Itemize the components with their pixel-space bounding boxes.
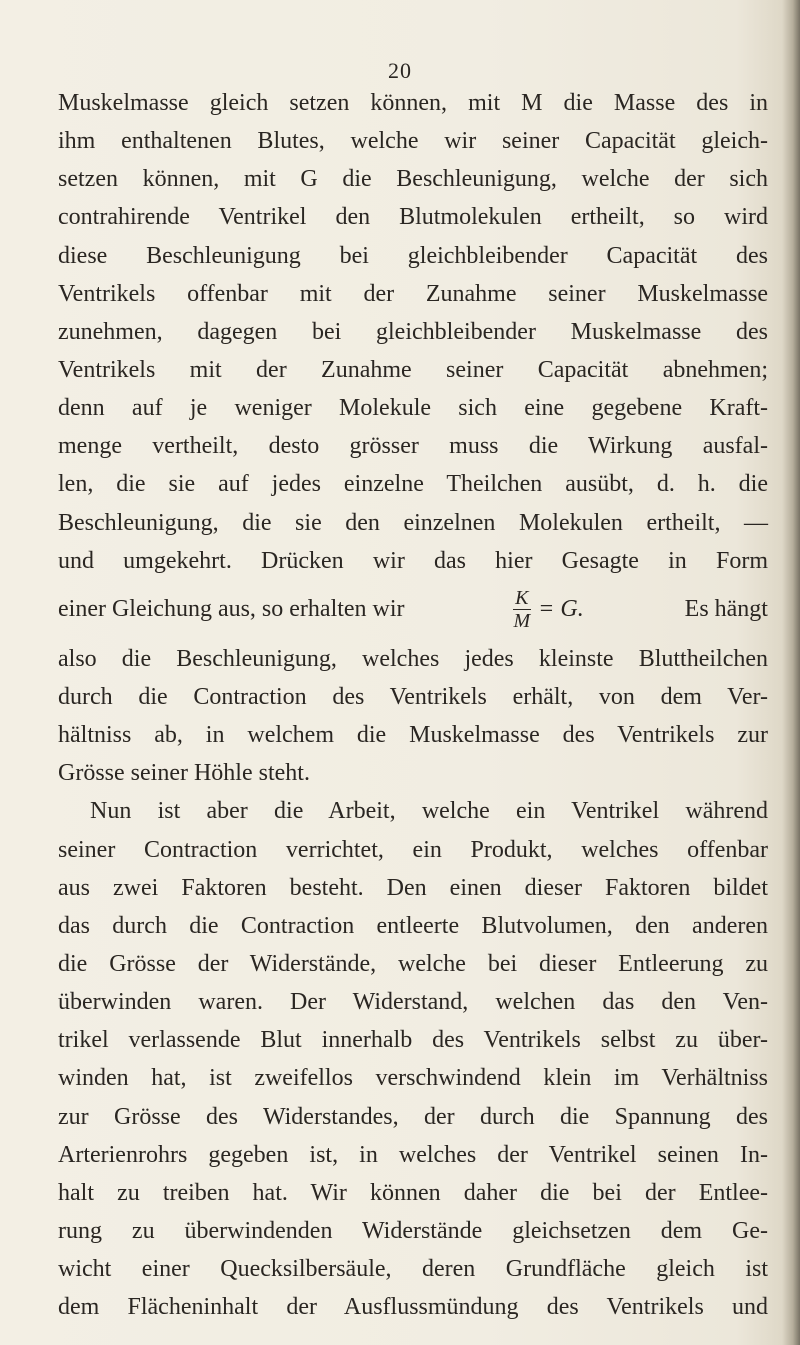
equation-rhs: = G. <box>538 596 584 623</box>
text-line: Arterienrohrs gegeben ist, in welches der Ventrikel seinen In- <box>58 1141 768 1168</box>
text-line: die Grösse der Widerstände, welche bei dieser Entleerung zu <box>58 950 768 977</box>
formula-lead-text: einer Gleichung aus, so erhalten wir <box>58 596 405 623</box>
fraction-numerator: K <box>515 587 529 610</box>
text-line: also die Beschleunigung, welches jedes kleinste Bluttheilchen <box>58 645 768 672</box>
text-line: Grösse seiner Höhle steht. <box>58 760 310 787</box>
text-line: denn auf je weniger Molekule sich eine gegebene Kraft- <box>58 395 768 422</box>
text-line: hältniss ab, in welchem die Muskelmasse des Ventrikels zur <box>58 722 768 749</box>
text-line: len, die sie auf jedes einzelne Theilchen ausübt, d. h. die <box>58 471 768 498</box>
text-line: Ventrikels mit der Zunahme seiner Capacität abnehmen; <box>58 356 768 383</box>
text-line: Ventrikels offenbar mit der Zunahme seiner Muskelmasse <box>58 280 768 307</box>
text-line: menge vertheilt, desto grösser muss die Wirkung ausfal- <box>58 433 768 460</box>
text-line: überwinden waren. Der Widerstand, welchen das den Ven- <box>58 989 768 1016</box>
text-line: aus zwei Faktoren besteht. Den einen dieser Faktoren bildet <box>58 874 768 901</box>
text-line: dem Flächeninhalt der Ausflussmündung des Ventrikels und <box>58 1294 768 1321</box>
text-line: trikel verlassende Blut innerhalb des Ventrikels selbst zu über- <box>58 1027 768 1054</box>
page-number: 20 <box>388 58 412 83</box>
page-edge-shadow <box>782 0 800 1345</box>
text-line: Nun ist aber die Arbeit, welche ein Ventrikel während <box>90 798 768 825</box>
text-line: rung zu überwindenden Widerstände gleichsetzen dem Ge- <box>58 1217 768 1244</box>
text-line: contrahirende Ventrikel den Blutmolekulen ertheilt, so wird <box>58 204 768 231</box>
text-line: das durch die Contraction entleerte Blutvolumen, den anderen <box>58 912 768 939</box>
fraction <box>512 587 533 632</box>
text-line: Muskelmasse gleich setzen können, mit M die Masse des in <box>58 90 768 116</box>
text-line: und umgekehrt. Drücken wir das hier Gesagte in Form <box>58 547 768 574</box>
fraction-denominator: M <box>513 610 531 633</box>
text-line: zur Grösse des Widerstandes, der durch die Spannung des <box>58 1103 768 1130</box>
text-line: halt zu treiben hat. Wir können daher die bei der Entlee- <box>58 1179 768 1206</box>
paragraph-after-formula <box>58 640 768 1327</box>
formula-line <box>58 580 768 640</box>
text-line: winden hat, ist zweifellos verschwindend klein im Verhältniss <box>58 1065 768 1092</box>
text-line: durch die Contraction des Ventrikels erhält, von dem Ver- <box>58 683 768 710</box>
text-line: ihm enthaltenen Blutes, welche wir seiner Capacität gleich- <box>58 128 768 155</box>
formula-trailing-text: Es hängt <box>684 596 768 623</box>
text-line: zunehmen, dagegen bei gleichbleibender Muskelmasse des <box>58 318 768 345</box>
text-line: setzen können, mit G die Beschleunigung, welche der sich <box>58 166 768 193</box>
paragraph-before-formula <box>58 84 768 580</box>
equation <box>506 587 584 632</box>
body-text <box>58 84 768 1326</box>
text-line: wicht einer Quecksilbersäule, deren Grundfläche gleich ist <box>58 1256 768 1283</box>
text-line: Beschleunigung, die sie den einzelnen Molekulen ertheilt, — <box>58 509 768 536</box>
text-line: diese Beschleunigung bei gleichbleibender Capacität des <box>58 242 768 269</box>
text-line: seiner Contraction verrichtet, ein Produkt, welches offenbar <box>58 836 768 863</box>
